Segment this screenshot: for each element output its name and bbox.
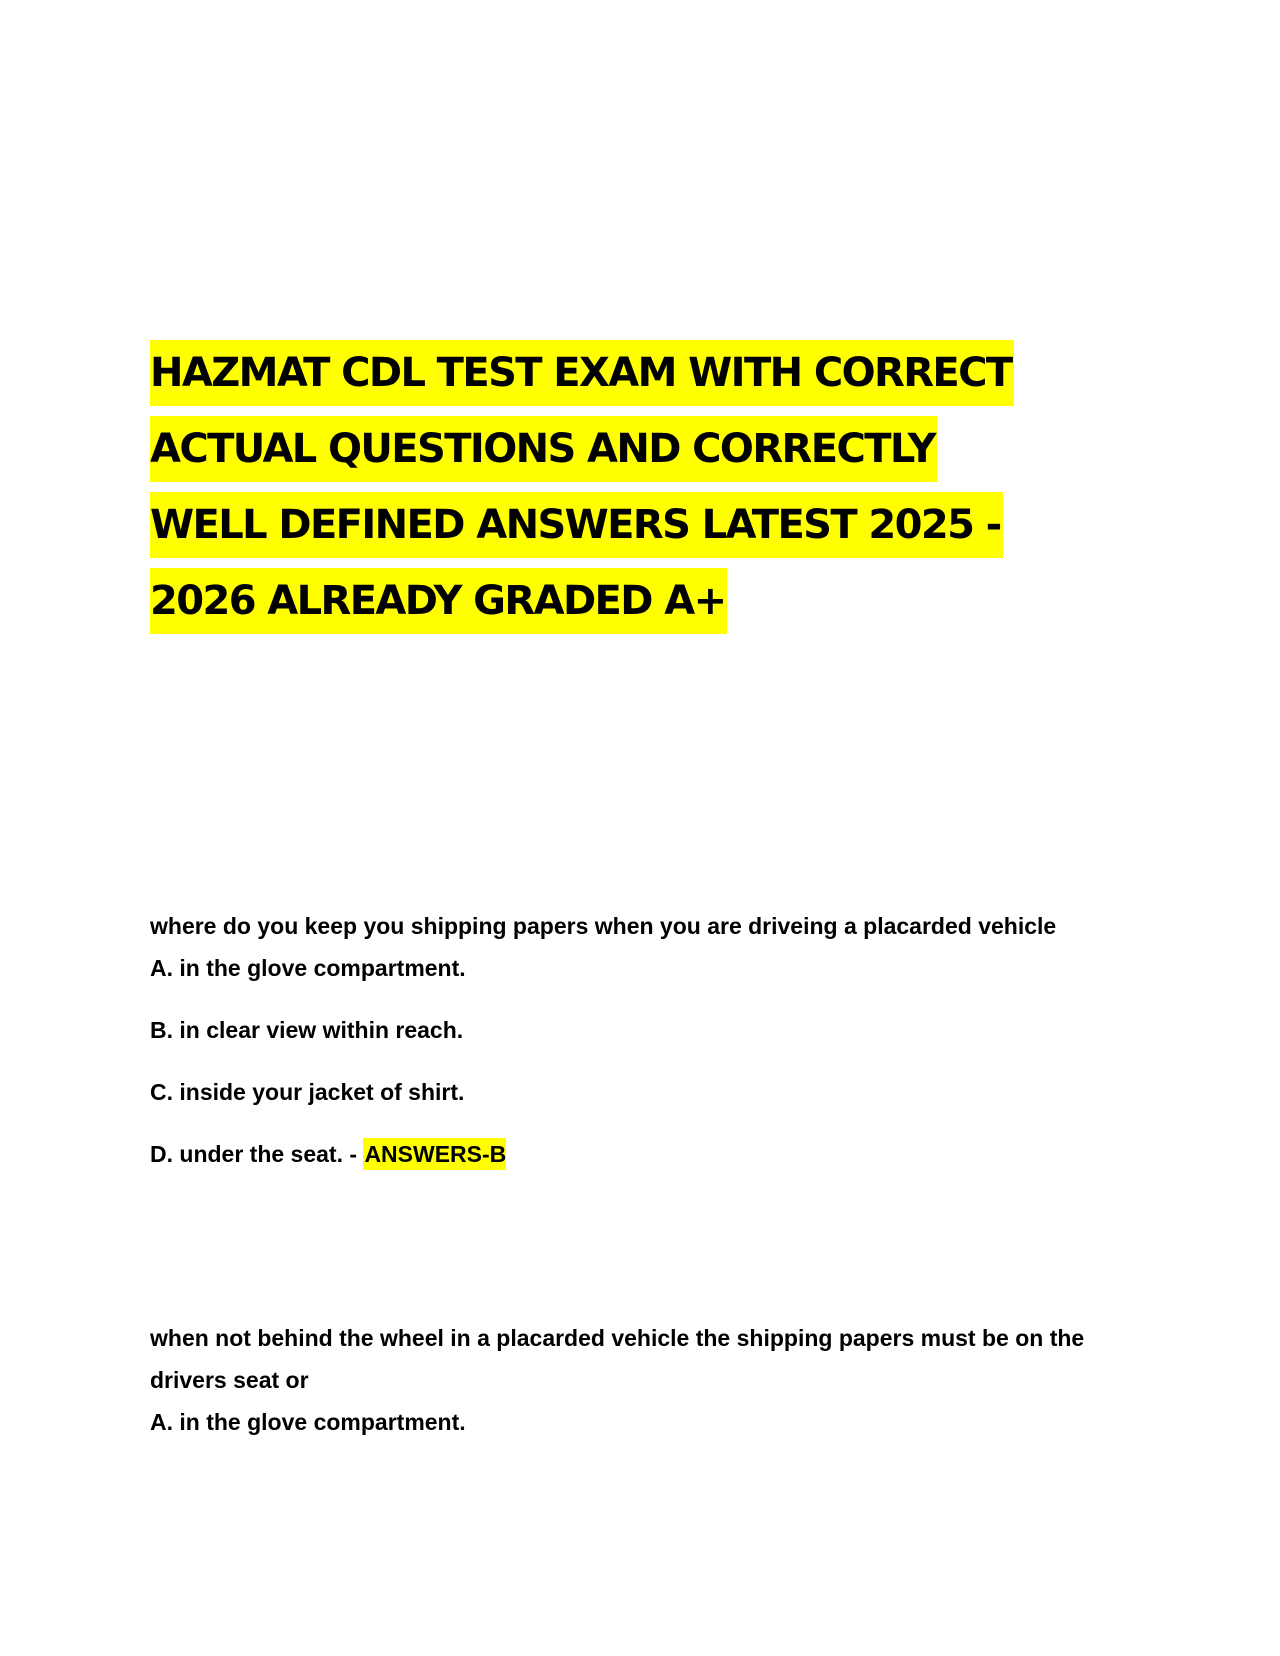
title-line: [150, 416, 1150, 492]
title-line-text: ACTUAL QUESTIONS AND CORRECTLY: [150, 416, 937, 482]
correct-answer-highlight: ANSWERS-B: [363, 1138, 506, 1170]
title-line: [150, 492, 1150, 568]
title-line-text: 2026 ALREADY GRADED A+: [150, 568, 727, 634]
answer-option-b: B. in clear view within reach.: [150, 1017, 464, 1043]
title-line: [150, 340, 1150, 416]
answer-option-d-text: D. under the seat. -: [150, 1141, 364, 1167]
answer-option-d: [150, 1133, 1110, 1195]
document-title: [150, 340, 1150, 644]
question-text: where do you keep you shipping papers when you are driveing a placarded vehicle: [150, 913, 1057, 939]
title-line: [150, 568, 1150, 644]
answer-option-a: A. in the glove compartment.: [150, 955, 466, 981]
question-text: when not behind the wheel in a placarded vehicle the shipping papers must be on the drivers seat or: [150, 1325, 1085, 1393]
question-block-2: [150, 1317, 1110, 1463]
answer-option-a: A. in the glove compartment.: [150, 1409, 466, 1435]
title-line-text: HAZMAT CDL TEST EXAM WITH CORRECT: [150, 340, 1014, 406]
title-line-text: WELL DEFINED ANSWERS LATEST 2025 -: [150, 492, 1003, 558]
question-block-1: [150, 905, 1110, 1195]
answer-option-c: C. inside your jacket of shirt.: [150, 1079, 465, 1105]
